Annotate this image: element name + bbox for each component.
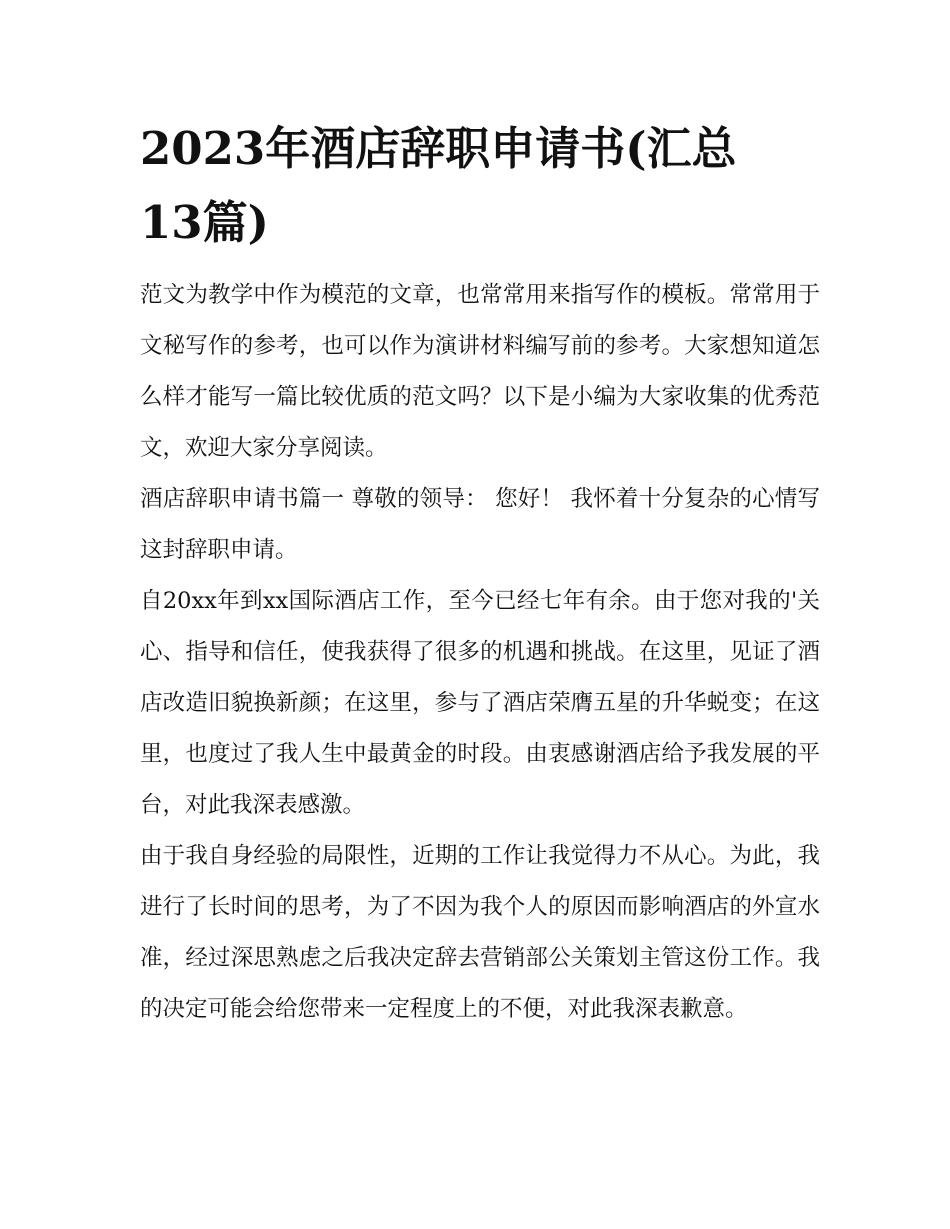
- paragraph-salutation: 酒店辞职申请书篇一 尊敬的领导： 您好！ 我怀着十分复杂的心情写这封辞职申请。: [140, 486, 820, 563]
- document-page: [140, 112, 820, 1035]
- paragraph-work-history: 自20xx年到xx国际酒店工作，至今已经七年有余。由于您对我的'关心、指导和信任，使我获得了很多的机遇和挑战。在这里，见证了酒店改造旧貌换新颜；在这里，参与了酒店荣膺五星的升华蜕变；在这里，也度过了我人生中最黄金的时段。由衷感谢酒店给予我发展的平台，对此我深表感激。: [140, 588, 820, 818]
- paragraph-intro: 范文为教学中作为模范的文章，也常常用来指写作的模板。常常用于文秘写作的参考，也可以作为演讲材料编写前的参考。大家想知道怎么样才能写一篇比较优质的范文吗？以下是小编为大家收集的优秀范文，欢迎大家分享阅读。: [140, 282, 820, 461]
- document-title: 2023年酒店辞职申请书(汇总13篇): [140, 122, 737, 249]
- paragraph-resignation-reason: 由于我自身经验的局限性，近期的工作让我觉得力不从心。为此，我进行了长时间的思考，为了不因为我个人的原因而影响酒店的外宣水准，经过深思熟虑之后我决定辞去营销部公关策划主管这份工作。我的决定可能会给您带来一定程度上的不便，对此我深表歉意。: [140, 843, 820, 1022]
